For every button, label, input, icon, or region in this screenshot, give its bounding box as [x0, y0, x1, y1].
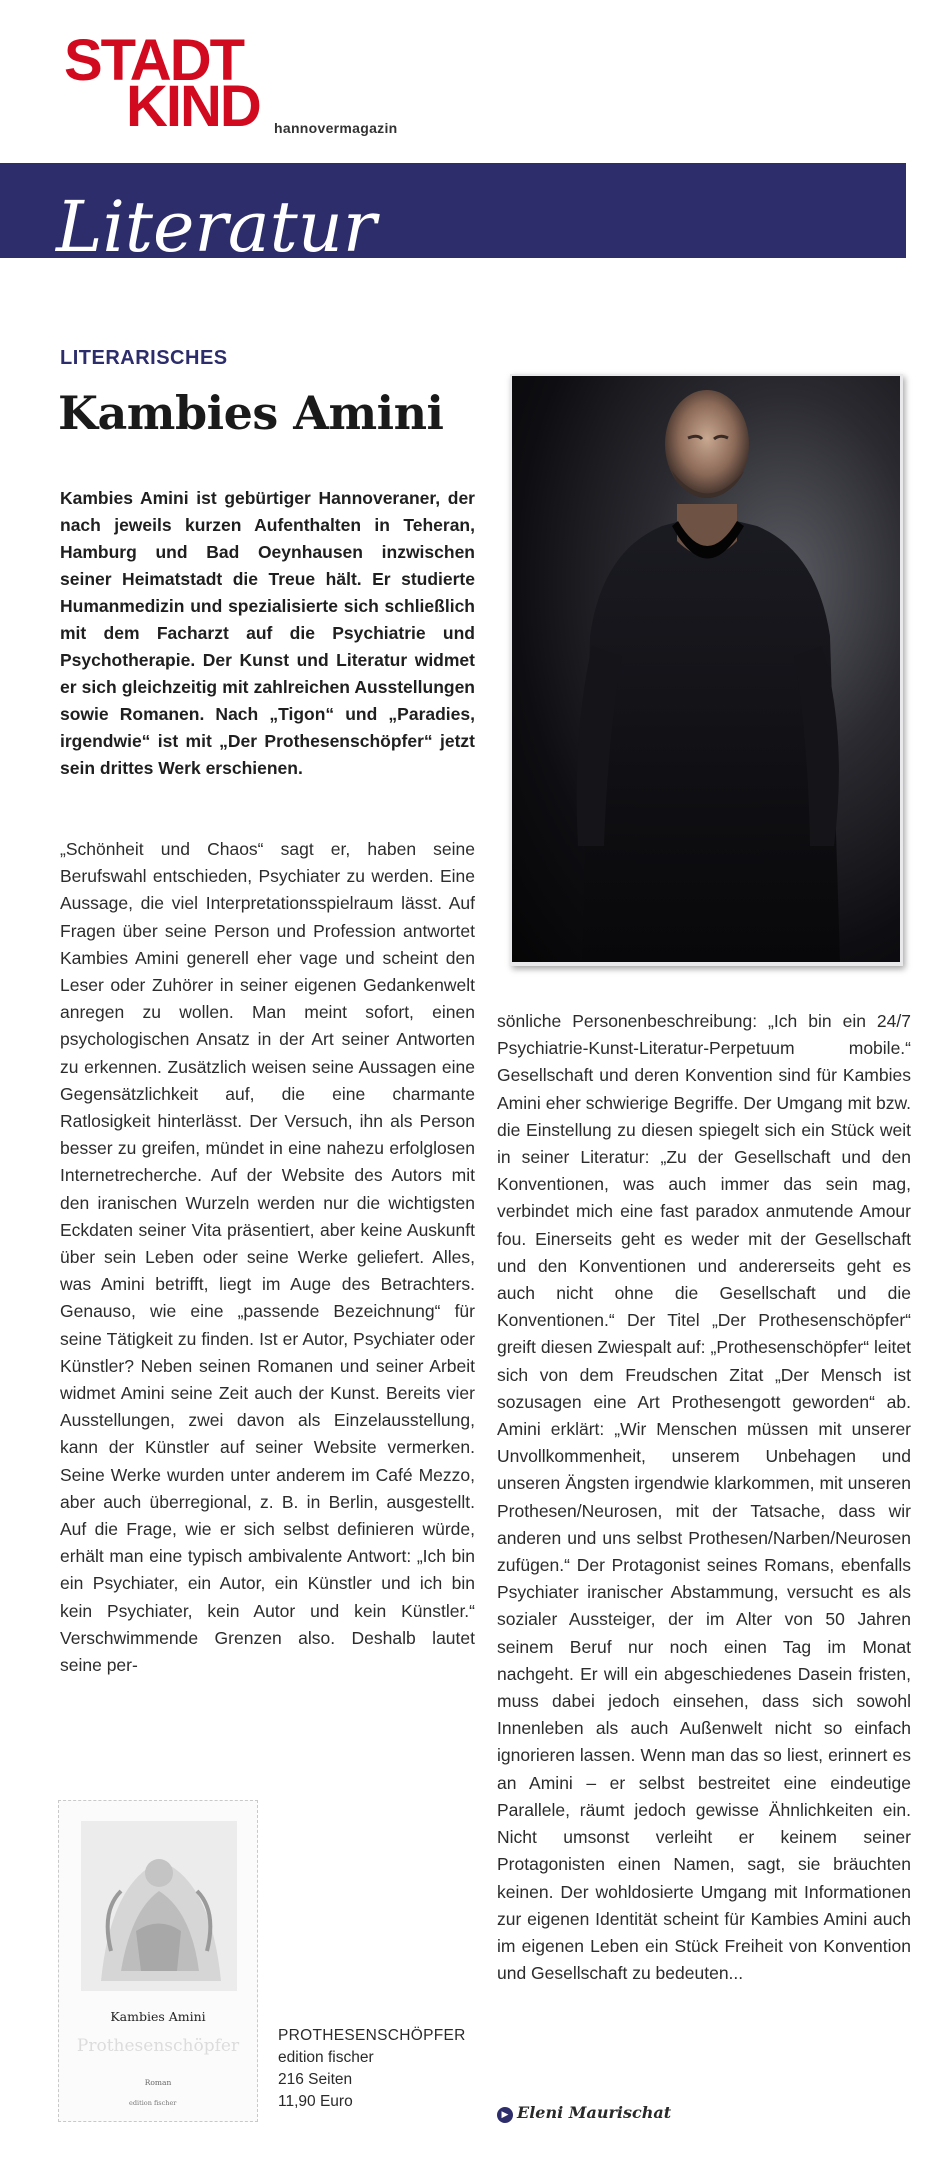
article-body-column-2: sönliche Personenbeschreibung: „Ich bin ein 24/7 Psychiatrie-Kunst-Literatur-Perpetuum mobile.“ Gesellschaft und deren Konvention sind für Kambies Amini eher schwierige Begriffe. Der Umgang mit bzw. die Einstellung zu diesen spiegelt sich ein Stück weit in seiner Literatur: „Zu der Gesellschaft und den Konventionen, was auch immer das sein mag, verbindet mich eine fast paradox anmutende Amour fou. Einerseits geht es weder mit der Gesellschaft und den Konventionen und andererseits geht es auch nicht ohne die Gesellschaft und die Konventionen.“ Der Titel „Der Prothesenschöpfer“ greift diesen Zwiespalt auf: „Prothesenschöpfer“ leitet sich von dem Freudschen Zitat „Der Mensch ist sozusagen eine Art Prothesengott geworden“ ab. Amini erklärt: „Wir Menschen müssen mit unserer Unvollkommenheit, unserem Unbehagen und unseren Ängsten irgendwie klarkommen, mit unseren Prothesen/Neurosen, mit der Tatsache, dass wir anderen und uns selbst Prothesen/Narben/Neurosen zufügen.“ Der Protagonist seines Romans, ebenfalls Psychiater iranischer Abstammung, versucht es als sozialer Aussteiger, der im Alter von 50 Jahren seinem Beruf nur noch einen Tag im Monat nachgeht. Er will ein abgeschiedenes Dasein fristen, muss dabei jedoch einsehen, dass sich sowohl Innenleben als auch Außenwelt nicht so einfach ignorieren lassen. Wenn man das so liest, erinnert es an Amini – er selbst bestreitet eine eindeutige Parallele, räumt jedoch gewisse Ähnlichkeiten ein. Nicht umsonst verleiht er keinem seiner Protagonisten einen Namen, sagt, sie bräuchten keinen. Der wohldosierte Umgang mit Informationen zur eigenen Identität scheint für Kambies Amini auch im eigenen Leben ein Stück Freiheit von Konvention und Gesellschaft zu bedeuten...	[497, 1011, 911, 1984]
section-title: Literatur	[56, 186, 377, 258]
play-circle-icon: ▶	[497, 2107, 513, 2123]
book-info-pages: 216 Seiten	[278, 2071, 353, 2088]
byline-author: Eleni Maurischat	[517, 2103, 672, 2122]
portrait-photo	[512, 376, 900, 962]
book-cover-genre: Roman	[144, 2078, 172, 2087]
article-lead: Kambies Amini ist gebürtiger Hannoveraner, der nach jeweils kurzen Aufenthalten in Teheran, Hamburg und Bad Oeynhausen inzwischen seiner Heimatstadt die Treue hält. Er studierte Humanmedizin und spezialisierte sich schließlich mit dem Facharzt auf die Psychiatrie und Psychotherapie. Der Kunst und Literatur widmet er sich gleichzeitig mit zahlreichen Ausstellungen sowie Romanen. Nach „Tigon“ und „Paradies, irgendwie“ ist mit „Der Prothesenschöpfer“ jetzt sein drittes Werk erschienen.	[60, 488, 475, 778]
book-info-title: PROTHESENSCHÖPFER	[278, 2027, 466, 2044]
section-banner	[0, 163, 906, 258]
article-byline	[497, 2103, 671, 2123]
article-kicker: LITERARISCHES	[60, 347, 228, 369]
book-cover-art	[81, 1821, 237, 1991]
book-cover	[58, 1800, 258, 2122]
portrait-illustration	[512, 376, 900, 962]
book-info-price: 11,90 Euro	[278, 2093, 353, 2110]
logo-line-1: STADT	[64, 28, 244, 93]
article-body-column-1: „Schönheit und Chaos“ sagt er, haben seine Berufswahl entschieden, Psychiater zu werden. Eine Aussage, die viel Interpretationsspielraum lässt. Auf Fragen über seine Person und Profession antwortet Kambies Amini generell eher vage und scheint den Leser oder Zuhörer in seiner eigenen Gedankenwelt anregen zu wollen. Man meint sofort, einen psychologischen Ansatz in der Art seiner Antworten zu erkennen. Zusätzlich weisen seine Aussagen eine Gegensätzlichkeit auf, die eine charmante Ratlosigkeit hinterlässt. Der Versuch, ihn als Person besser zu greifen, mündet in eine nahezu erfolglosen Internetrecherche. Auf der Website des Autors mit den iranischen Wurzeln werden nur die wichtigsten Eckdaten seiner Vita präsentiert, aber keine Auskunft über sein Leben oder seine Werke geliefert. Alles, was Amini betrifft, liegt im Auge des Betrachters. Genauso, wie eine „passende Bezeichnung“ für seine Tätigkeit zu finden. Ist er Autor, Psychiater oder Künstler? Neben seinen Romanen und seiner Arbeit widmet Amini seine Zeit auch der Kunst. Bereits vier Ausstellungen, zwei davon als Einzelausstellung, kann der Künstler auf seiner Website vermerken. Seine Werke wurden unter anderem im Café Mezzo, aber auch überregional, z. B. in Berlin, ausgestellt. Auf die Frage, wie er sich selbst definieren würde, erhält man eine typisch ambivalente Antwort: „Ich bin ein Psychiater, ein Autor, ein Künstler und ich bin kein Psychiater, kein Autor und kein Künstler.“ Verschwimmende Grenzen also. Deshalb lautet seine per-	[60, 839, 475, 1676]
portrait-photo-frame	[510, 374, 903, 966]
masthead-logo	[64, 28, 398, 139]
logo-subtitle: hannovermagazin	[274, 120, 398, 136]
book-cover-publisher: edition fischer	[129, 2099, 177, 2107]
book-cover-title: Prothesenschöpfer	[76, 2036, 240, 2056]
book-cover-author: Kambies Amini	[110, 2009, 206, 2024]
book-cover-sculpture	[81, 1821, 237, 1991]
article-title: Kambies Amini	[58, 386, 444, 440]
book-info-publisher: edition fischer	[278, 2049, 374, 2066]
logo-line-2: KIND	[126, 74, 260, 139]
book-info	[278, 2025, 466, 2113]
